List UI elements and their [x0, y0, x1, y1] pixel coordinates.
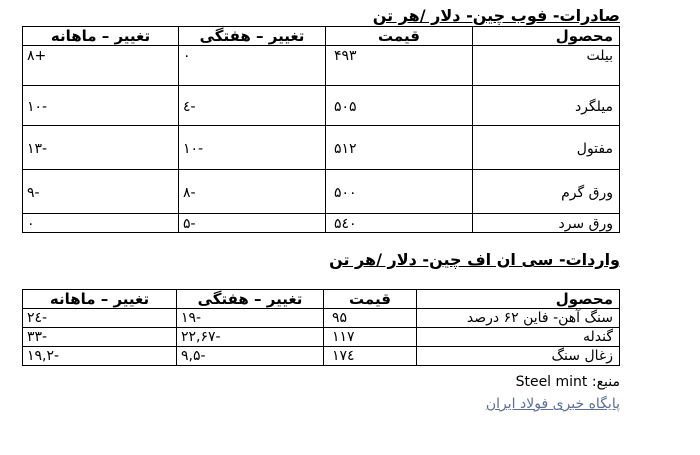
- table-row: [23, 46, 620, 86]
- table-row: [23, 126, 620, 170]
- header-monthly-change: تغییر – ماهانه: [23, 290, 177, 309]
- source-label: منبع:: [591, 374, 620, 390]
- cell-weekly-change: -٤: [179, 86, 326, 126]
- header-price: قیمت: [326, 27, 473, 46]
- header-monthly-change: تغییر – ماهانه: [23, 27, 179, 46]
- cell-product: مفتول: [473, 126, 620, 170]
- header-price: قیمت: [324, 290, 417, 309]
- cell-price: ۵۰۰: [326, 170, 473, 214]
- cell-monthly-change: -۲٤: [23, 309, 177, 328]
- cell-monthly-change: +۸: [23, 46, 179, 86]
- cell-price: ۵٤۰: [326, 214, 473, 233]
- source-value: Steel mint: [515, 374, 588, 390]
- cell-price: ۱۱۷: [324, 328, 417, 347]
- imports-table: [22, 289, 620, 366]
- cell-monthly-change: -۱۰: [23, 86, 179, 126]
- header-product: محصول: [473, 27, 620, 46]
- cell-price: ۵۱۲: [326, 126, 473, 170]
- cell-monthly-change: -۱۳: [23, 126, 179, 170]
- table-header-row: [23, 290, 620, 309]
- cell-monthly-change: -۳۳: [23, 328, 177, 347]
- cell-weekly-change: -۸: [179, 170, 326, 214]
- table-row: [23, 309, 620, 328]
- cell-price: ۱۷٤: [324, 347, 417, 366]
- table-row: [23, 170, 620, 214]
- exports-table: [22, 26, 620, 233]
- cell-weekly-change: -۱۹: [177, 309, 324, 328]
- header-product: محصول: [417, 290, 620, 309]
- cell-product: سنگ آهن- فاین ۶۲ درصد: [417, 309, 620, 328]
- cell-price: ۴۹۳: [326, 46, 473, 86]
- cell-weekly-change: -۱۰: [179, 126, 326, 170]
- table-row: [23, 347, 620, 366]
- cell-product: زغال سنگ: [417, 347, 620, 366]
- cell-product: میلگرد: [473, 86, 620, 126]
- cell-monthly-change: -۹: [23, 170, 179, 214]
- cell-weekly-change: -۵: [179, 214, 326, 233]
- cell-monthly-change: -۱۹,۲: [23, 347, 177, 366]
- cell-monthly-change: ۰: [23, 214, 179, 233]
- cell-price: ۹۵: [324, 309, 417, 328]
- cell-weekly-change: -۲۲,۶۷: [177, 328, 324, 347]
- cell-product: ورق گرم: [473, 170, 620, 214]
- news-site-link[interactable]: پایگاه خبری فولاد ایران: [485, 396, 620, 412]
- table-row: [23, 328, 620, 347]
- header-weekly-change: تغییر – هفتگی: [179, 27, 326, 46]
- table-row: [23, 86, 620, 126]
- header-weekly-change: تغییر – هفتگی: [177, 290, 324, 309]
- cell-weekly-change: ۰: [179, 46, 326, 86]
- cell-weekly-change: -۹,۵: [177, 347, 324, 366]
- source-line: [516, 374, 620, 390]
- cell-price: ۵۰۵: [326, 86, 473, 126]
- cell-product: گندله: [417, 328, 620, 347]
- table-header-row: [23, 27, 620, 46]
- cell-product: بیلت: [473, 46, 620, 86]
- imports-title: واردات- سی ان اف چین- دلار /هر تن: [329, 250, 620, 269]
- cell-product: ورق سرد: [473, 214, 620, 233]
- exports-title: صادرات- فوب چین- دلار /هر تن: [372, 6, 620, 25]
- table-row: [23, 214, 620, 233]
